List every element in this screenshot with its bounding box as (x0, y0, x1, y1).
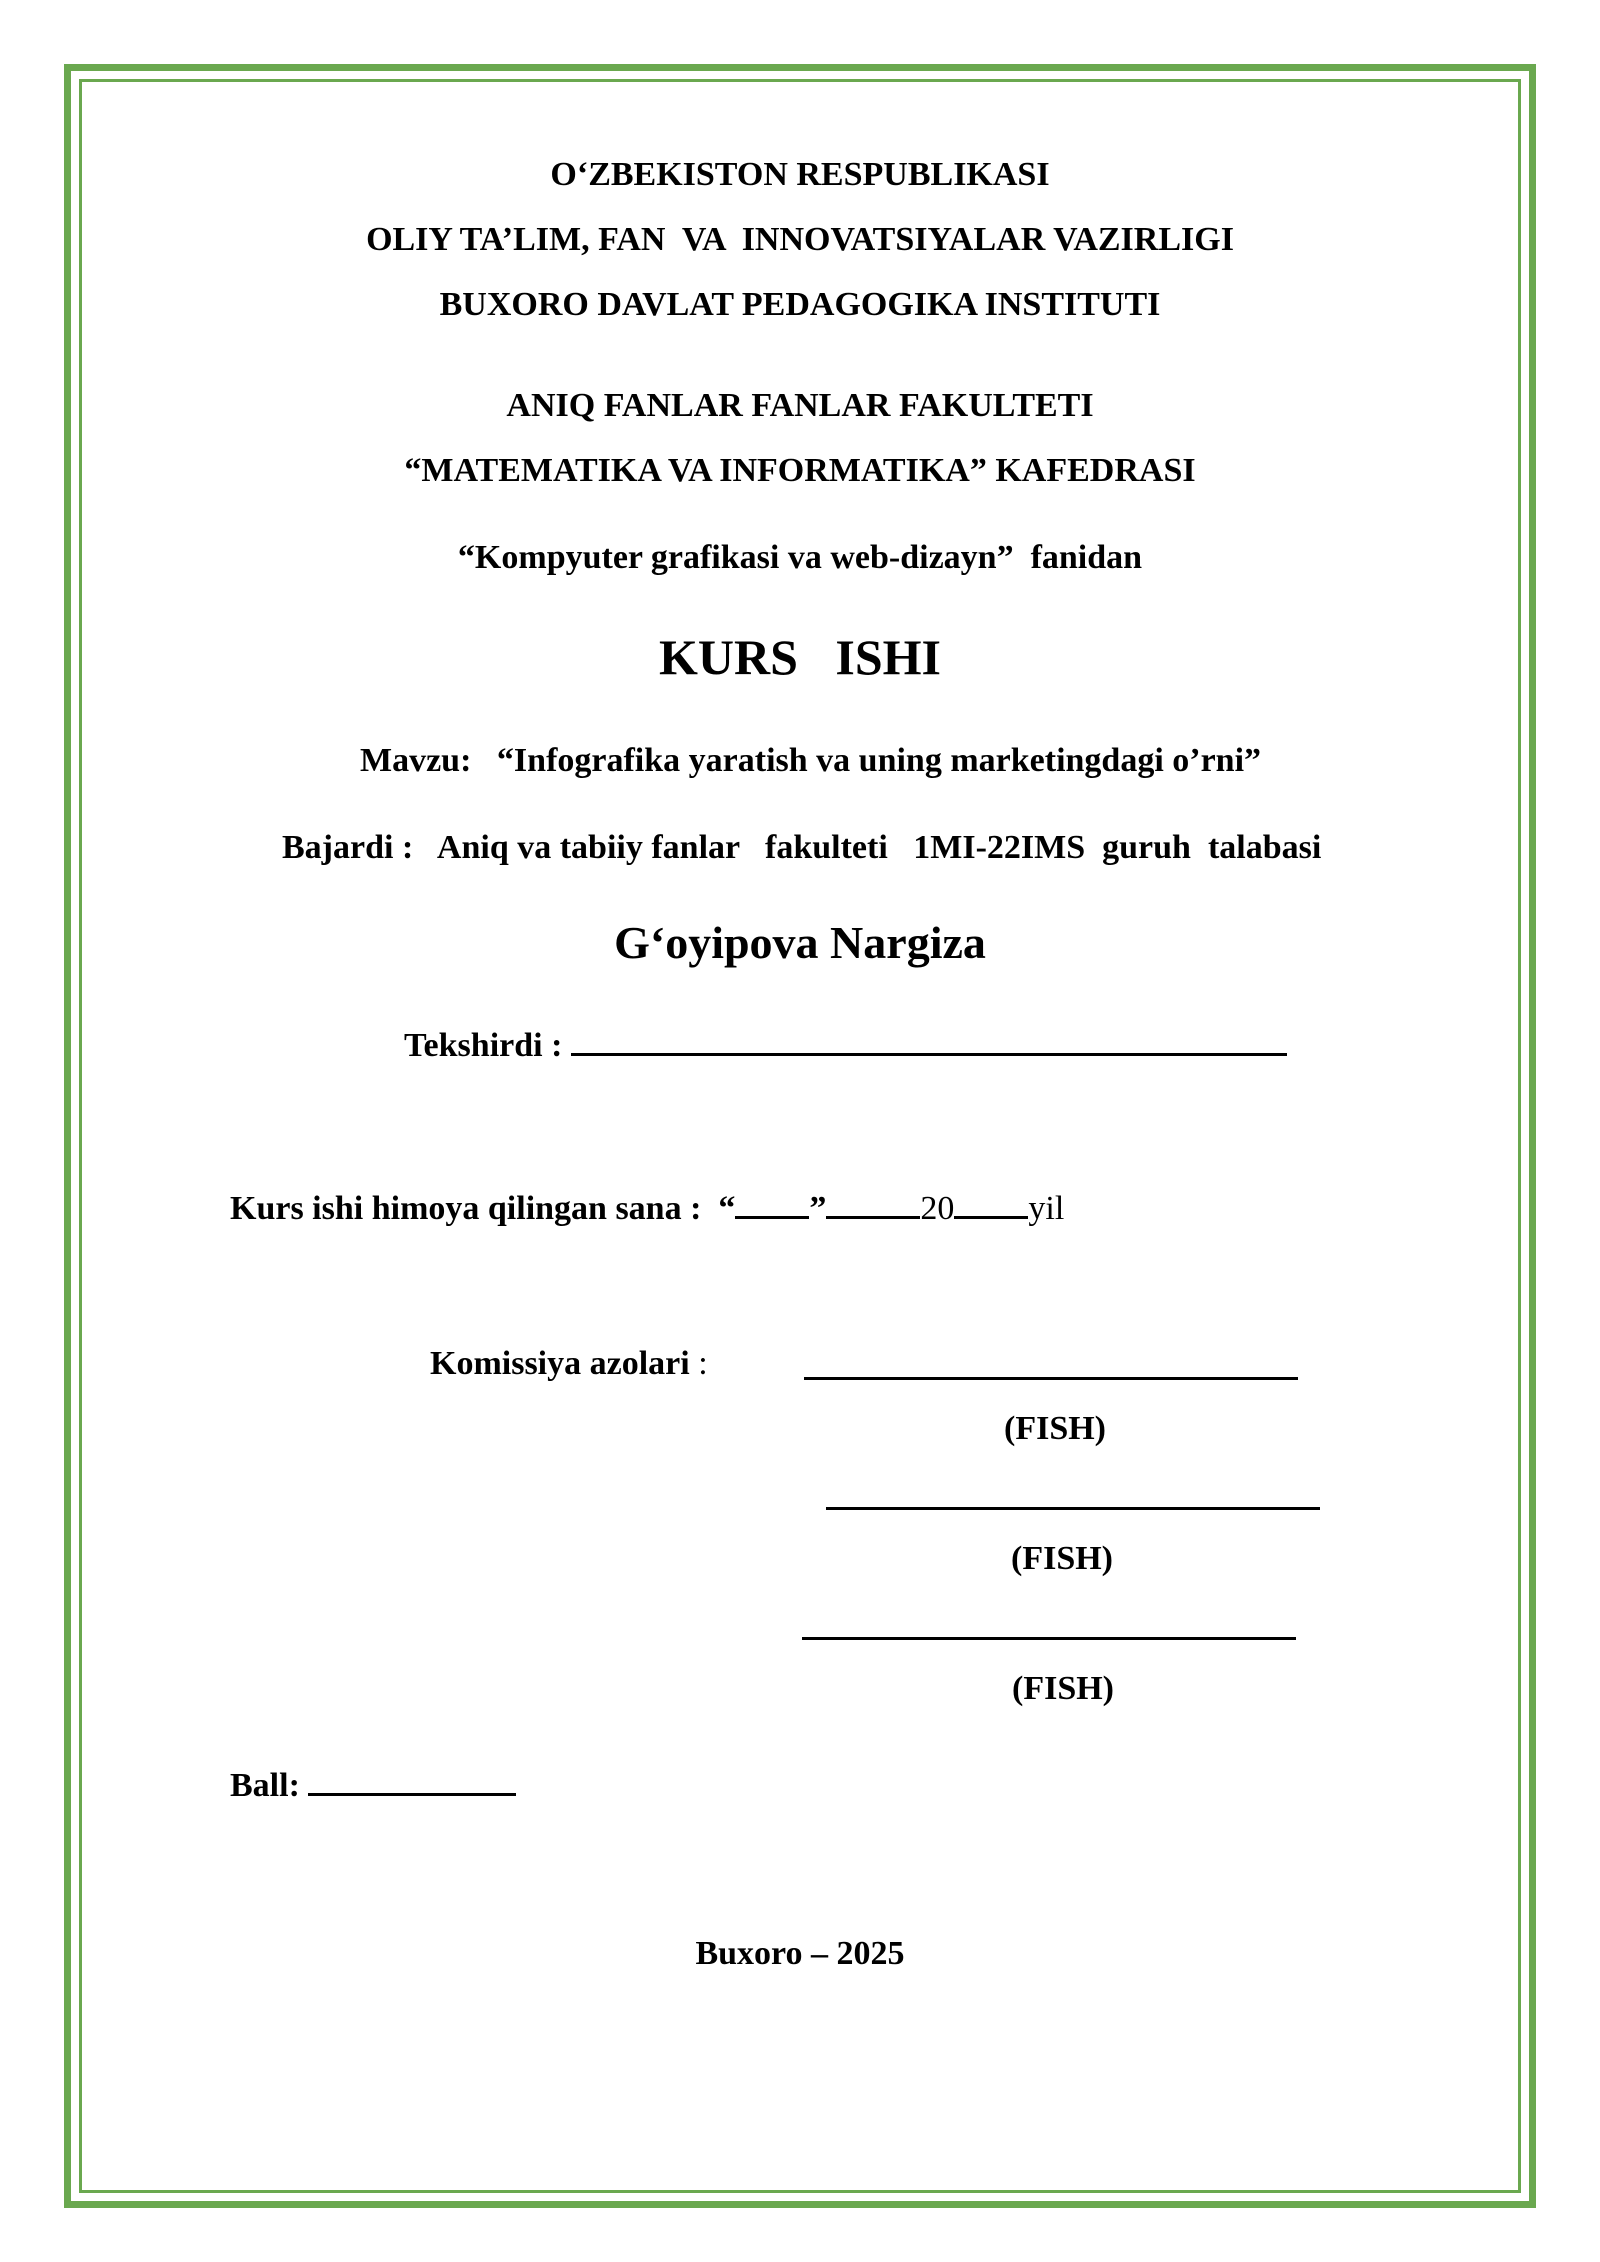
commission-colon: : (698, 1345, 708, 1382)
date-day-blank (735, 1186, 809, 1219)
score-label: Ball: (230, 1767, 300, 1804)
date-year-blank (954, 1186, 1028, 1219)
date-suffix: yil (1028, 1190, 1065, 1227)
performer-line (282, 831, 1321, 865)
commission-label: Komissiya azolari (430, 1345, 690, 1382)
subject-line: “Kompyuter grafikasi va web-dizayn” fanidan (457, 539, 1143, 576)
performer-label: Bajardi : (282, 829, 414, 866)
commission-blank-2 (826, 1477, 1320, 1510)
commission-blank-3 (802, 1607, 1296, 1640)
score-line (230, 1763, 516, 1803)
topic-line (360, 744, 1261, 778)
student-name: G‘oyipova Nargiza (614, 917, 986, 968)
commission-blank-1 (804, 1347, 1298, 1380)
footer-place-year: Buxoro – 2025 (695, 1935, 905, 1972)
date-close-quote: ” (809, 1190, 827, 1227)
commission-fish-3: (FISH) (1012, 1670, 1114, 1707)
topic-value: “Infografika yaratish va uning marketingdagi o’rni” (496, 742, 1262, 779)
commission-fish-1: (FISH) (1004, 1410, 1106, 1447)
header-ministry: OLIY TA’LIM, FAN VA INNOVATSIYALAR VAZIRLIGI (366, 221, 1234, 258)
topic-label: Mavzu: (360, 742, 472, 779)
faculty-name: ANIQ FANLAR FANLAR FAKULTETI (506, 387, 1094, 424)
score-blank (308, 1763, 516, 1796)
date-century: 20 (920, 1190, 955, 1227)
commission-signature-1 (804, 1347, 1298, 1387)
commission-line (430, 1347, 708, 1381)
checked-by-label: Tekshirdi : (404, 1027, 563, 1064)
date-open-quote: “ (718, 1190, 736, 1227)
commission-fish-2: (FISH) (1011, 1540, 1113, 1577)
commission-signature-3 (802, 1607, 1296, 1647)
document-title: KURS ISHI (658, 629, 942, 685)
checked-by-line (404, 1023, 1287, 1063)
header-country: O‘ZBEKISTON RESPUBLIKASI (550, 156, 1050, 193)
checked-by-blank (571, 1023, 1287, 1056)
defense-date-label: Kurs ishi himoya qilingan sana : (230, 1190, 702, 1227)
performer-value: Aniq va tabiiy fanlar fakulteti 1MI-22IMS guruh talabasi (436, 829, 1322, 866)
header-institute: BUXORO DAVLAT PEDAGOGIKA INSTITUTI (439, 286, 1161, 323)
date-month-blank (826, 1186, 920, 1219)
defense-date-line (230, 1186, 1064, 1226)
commission-signature-2 (826, 1477, 1320, 1517)
department-name: “MATEMATIKA VA INFORMATIKA” KAFEDRASI (404, 452, 1196, 489)
